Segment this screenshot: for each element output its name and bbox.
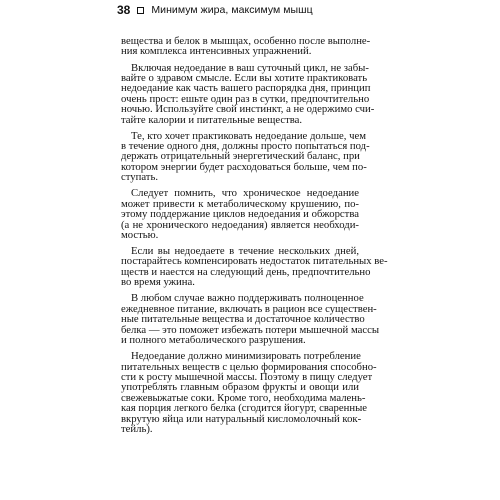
running-head-title: Минимум жира, максимум мышц: [151, 4, 313, 16]
text-line: ществ и наестся на следующий день, предпочтительно: [121, 265, 371, 278]
text-line: В любом случае важно поддерживать полноценное: [131, 292, 364, 305]
square-marker-icon: [137, 7, 144, 14]
text-line: вкрутую яйца или натуральный кисломолочный кок-: [121, 412, 362, 425]
text-line: мостью.: [121, 228, 159, 241]
text-line: Включая недоедание в ваш суточный цикл, не забы-: [131, 61, 369, 74]
paragraph: [121, 35, 371, 58]
text-line: и полного метаболического разрушения.: [121, 334, 306, 346]
text-line: вайте о здравом смысле. Если вы хотите практиковать: [121, 71, 368, 84]
text-line: сти к росту мышечной массы. Поэтому в пищу следует: [121, 370, 373, 383]
text-line: свежевыжатые соки. Кроме того, необходима малень-: [121, 391, 366, 404]
paragraph: [121, 245, 388, 289]
paragraph: [121, 188, 359, 240]
text-line: в течение одного дня, должны просто попытаться под-: [121, 140, 370, 153]
text-line: этому поддержание циклов недоедания и обжорства: [121, 208, 359, 221]
text-line: ночью. Используйте свой инстинкт, а не одержимо счи-: [121, 103, 375, 116]
text-line: употреблять главным образом фрукты и овощи или: [121, 381, 359, 394]
text-line: может привести к метаболическому крушению, по-: [121, 197, 359, 210]
text-line: очень прост: ешьте один раз в сутки, предпочтительно: [121, 92, 370, 105]
text-line: ступать.: [121, 171, 159, 184]
text-line: во время ужина.: [121, 276, 195, 289]
text-line: тейль).: [121, 422, 153, 435]
text-line: Недоедание должно минимизировать потребление: [131, 350, 361, 363]
text-line: питательных веществ с целью формирования способно-: [121, 360, 377, 373]
text-line: вещества и белок в мышцах, особенно после выполне-: [121, 35, 371, 47]
body-text: [121, 35, 388, 440]
text-line: кая порция легкого белка (сгодится йогурт, сваренные: [121, 402, 367, 415]
text-line: Те, кто хочет практиковать недоедание дольше, чем: [131, 129, 367, 142]
text-line: тайте калории и питательные вещества.: [121, 113, 303, 126]
text-line: ежедневное питание, включать в рацион все существен-: [121, 302, 377, 315]
paragraph: [121, 129, 370, 184]
paragraph: [121, 292, 380, 346]
running-head: [117, 3, 313, 17]
text-line: Если вы недоедаете в течение нескольких дней,: [131, 245, 359, 258]
text-line: недоедание как часть вашего распорядка дня, принцип: [121, 82, 371, 95]
text-line: ния комплекса интенсивных упражнений.: [121, 45, 312, 58]
text-line: держать отрицательный энергетический баланс, при: [121, 150, 360, 163]
paragraph: [121, 350, 377, 435]
text-line: ные питательные вещества и достаточное количество: [121, 313, 365, 326]
text-line: постарайтесь компенсировать недостаток питательных ве-: [121, 255, 388, 268]
text-line: белка — это поможет избежать потери мышечной массы: [121, 323, 380, 336]
page-number: 38: [117, 3, 131, 17]
paragraph: [121, 61, 375, 126]
text-line: котором энергии будет расходоваться больше, чем по-: [121, 160, 367, 173]
text-line: Следует помнить, что хроническое недоедание: [131, 187, 359, 200]
text-line: (а не хронического недоедания) является необходи-: [121, 218, 359, 231]
